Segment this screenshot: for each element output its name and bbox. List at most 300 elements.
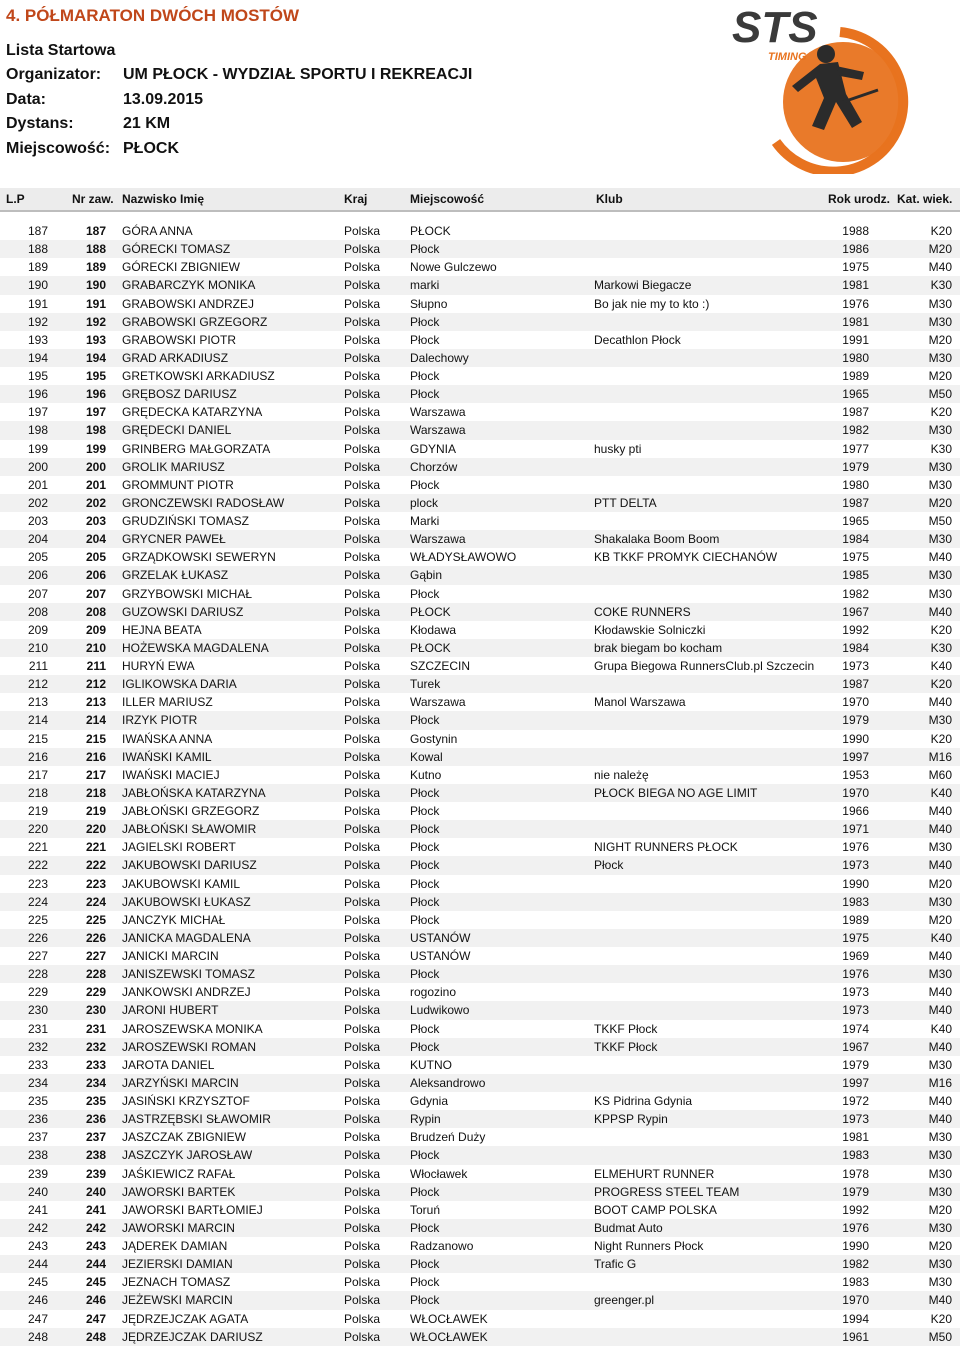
cell-kraj: Polska: [344, 1202, 381, 1217]
cell-klub: [594, 965, 827, 983]
cell-rok: 1989: [842, 912, 869, 927]
table-row: [0, 512, 960, 530]
cell-rok: 1982: [827, 421, 869, 439]
cell-lp: 210: [0, 639, 48, 657]
cell-rok: 1992: [842, 1202, 869, 1217]
cell-lp: 224: [0, 893, 48, 911]
cell-klub: [594, 421, 827, 439]
table-row: [0, 965, 960, 983]
table-row: [0, 1001, 960, 1019]
cell-kat: M30: [869, 893, 960, 911]
cell-kat: M30: [928, 477, 952, 492]
cell-rok: 1967: [827, 603, 869, 621]
event-meta: [6, 66, 472, 164]
cell-lp: 195: [27, 369, 48, 384]
cell-rok: 1985: [827, 566, 869, 584]
cell-name: HEJNA BEATA: [122, 622, 202, 637]
cell-kat: M20: [928, 876, 952, 891]
cell-rok: 1973: [827, 1110, 869, 1128]
cell-kat: M30: [928, 296, 952, 311]
cell-kat: M40: [928, 1094, 952, 1109]
cell-klub: [594, 893, 827, 911]
cell-kat: K20: [930, 622, 952, 637]
cell-miejscowosc: Płock: [410, 876, 440, 891]
cell-rok: 1970: [827, 1291, 869, 1309]
table-row: [0, 1020, 960, 1038]
cell-klub: [594, 820, 827, 838]
cell-name: GRĘBOSZ DARIUSZ: [106, 385, 344, 403]
table-row: [0, 748, 960, 766]
table-row: [0, 1255, 960, 1273]
cell-nr: 244: [48, 1255, 106, 1273]
cell-rok: 1992: [842, 622, 869, 637]
cell-miejscowosc: Włocławek: [410, 1166, 468, 1181]
cell-kat: M30: [928, 586, 952, 601]
cell-name: JAROSZEWSKI ROMAN: [106, 1038, 344, 1056]
cell-name: GRAD ARKADIUSZ: [106, 349, 344, 367]
cell-kat: K40: [930, 1021, 952, 1036]
cell-kat: M40: [928, 550, 952, 565]
cell-miejscowosc: Kłodawa: [410, 622, 457, 637]
cell-nr: 231: [85, 1021, 106, 1036]
cell-lp: 206: [0, 566, 48, 584]
cell-kat: M30: [869, 313, 960, 331]
cell-kraj: Polska: [344, 912, 381, 927]
table-row: [0, 1110, 960, 1128]
cell-nr: 247: [85, 1311, 106, 1326]
cell-rok: 1984: [827, 639, 869, 657]
cell-rok: 1969: [842, 949, 869, 964]
cell-name: JAWORSKI BARTEK: [106, 1183, 344, 1201]
cell-kraj: Polska: [344, 1094, 381, 1109]
cell-kat: M40: [869, 1038, 960, 1056]
cell-nr: 233: [85, 1057, 106, 1072]
cell-nr: 187: [85, 224, 106, 239]
cell-name: JARZYŃSKI MARCIN: [106, 1074, 344, 1092]
cell-nr: 217: [85, 767, 106, 782]
cell-rok: 1965: [827, 385, 869, 403]
cell-kat: M20: [928, 1239, 952, 1254]
meta-label: Organizator:: [6, 66, 102, 83]
table-row: [0, 222, 960, 240]
cell-miejscowosc: Aleksandrowo: [410, 1074, 594, 1092]
cell-kraj: Polska: [344, 349, 410, 367]
cell-kraj: Polska: [344, 1110, 410, 1128]
cell-nr: 197: [85, 405, 106, 420]
cell-miejscowosc: Płock: [410, 385, 594, 403]
cell-klub: [594, 730, 827, 748]
cell-nr: 206: [48, 566, 106, 584]
cell-kraj: Polska: [344, 1057, 381, 1072]
cell-lp: 194: [0, 349, 48, 367]
cell-miejscowosc: USTANÓW: [410, 949, 471, 964]
cell-klub: [594, 748, 827, 766]
cell-miejscowosc: Warszawa: [410, 405, 466, 420]
cell-nr: 189: [85, 260, 106, 275]
cell-miejscowosc: plock: [410, 494, 594, 512]
meta-date: [6, 91, 472, 116]
cell-lp: 223: [27, 876, 48, 891]
table-row: [0, 548, 960, 566]
cell-rok: 1981: [827, 276, 869, 294]
cell-lp: 215: [27, 731, 48, 746]
cell-kat: K20: [930, 1311, 952, 1326]
cell-name: GRZELAK ŁUKASZ: [106, 566, 344, 584]
col-kraj: Kraj: [344, 192, 368, 206]
cell-kat: M40: [928, 985, 952, 1000]
cell-rok: 1966: [842, 804, 869, 819]
event-title: 4. PÓŁMARATON DWÓCH MOSTÓW: [6, 6, 300, 25]
table-row: [0, 1165, 960, 1183]
cell-kraj: Polska: [344, 659, 381, 674]
cell-name: GRZYBOWSKI MICHAŁ: [122, 586, 253, 601]
col-rok: Rok urodz.: [828, 192, 890, 206]
cell-lp: 213: [27, 695, 48, 710]
cell-rok: 1965: [842, 514, 869, 529]
cell-rok: 1973: [842, 985, 869, 1000]
cell-miejscowosc: Płock: [410, 369, 440, 384]
cell-name: GRĘDECKI DANIEL: [106, 421, 344, 439]
cell-lp: 216: [0, 748, 48, 766]
start-list-table: [0, 222, 960, 1346]
cell-nr: 196: [48, 385, 106, 403]
cell-name: GRONCZEWSKI RADOSŁAW: [106, 494, 344, 512]
cell-miejscowosc: Płock: [410, 1021, 440, 1036]
cell-miejscowosc: Płock: [410, 313, 594, 331]
cell-nr: 216: [48, 748, 106, 766]
cell-lp: 238: [0, 1146, 48, 1164]
cell-kraj: Polska: [344, 1001, 410, 1019]
cell-nr: 235: [85, 1094, 106, 1109]
cell-nr: 237: [85, 1130, 106, 1145]
table-row: [0, 802, 960, 820]
cell-klub: [594, 385, 827, 403]
cell-lp: 245: [27, 1275, 48, 1290]
cell-klub: Grupa Biegowa RunnersClub.pl Szczecin: [594, 659, 815, 674]
cell-name: JAGIELSKI ROBERT: [122, 840, 236, 855]
list-subtitle: Lista Startowa: [6, 42, 116, 59]
cell-name: JANICKI MARCIN: [122, 949, 219, 964]
col-nr: Nr zaw.: [72, 192, 114, 206]
cell-kat: M50: [928, 514, 952, 529]
cell-klub: Markowi Biegacze: [594, 276, 827, 294]
cell-rok: 1987: [842, 405, 869, 420]
cell-kraj: Polska: [344, 477, 381, 492]
cell-kat: K40: [869, 929, 960, 947]
cell-name: JEZNACH TOMASZ: [122, 1275, 231, 1290]
table-row: [0, 295, 960, 313]
cell-kraj: Polska: [344, 1328, 410, 1346]
table-row: [0, 331, 960, 349]
cell-lp: 226: [0, 929, 48, 947]
cell-miejscowosc: Gąbin: [410, 566, 594, 584]
cell-klub: Decathlon Płock: [594, 332, 681, 347]
cell-name: GÓRECKI TOMASZ: [106, 240, 344, 258]
cell-name: JAWORSKI MARCIN: [106, 1219, 344, 1237]
meta-value: PŁOCK: [123, 139, 179, 157]
cell-klub: [594, 313, 827, 331]
cell-nr: 232: [48, 1038, 106, 1056]
table-row: [0, 657, 960, 675]
cell-rok: 1982: [842, 586, 869, 601]
cell-kraj: Polska: [344, 1038, 410, 1056]
cell-name: IGLIKOWSKA DARIA: [106, 675, 344, 693]
cell-name: HOŻEWSKA MAGDALENA: [106, 639, 344, 657]
cell-kraj: Polska: [344, 514, 381, 529]
cell-klub: [594, 711, 827, 729]
cell-miejscowosc: PŁOCK: [410, 224, 451, 239]
cell-rok: 1976: [827, 1219, 869, 1237]
cell-lp: 221: [27, 840, 48, 855]
cell-klub: [594, 367, 827, 385]
cell-name: GRABOWSKI GRZEGORZ: [106, 313, 344, 331]
cell-nr: 238: [48, 1146, 106, 1164]
cell-miejscowosc: Płock: [410, 820, 594, 838]
cell-klub: KB TKKF PROMYK CIECHANÓW: [594, 550, 778, 565]
meta-location: [6, 140, 472, 165]
table-row: [0, 403, 960, 421]
cell-klub: [594, 911, 827, 929]
meta-value: 13.09.2015: [123, 90, 204, 108]
cell-miejscowosc: Płock: [410, 1275, 440, 1290]
cell-rok: 1984: [827, 530, 869, 548]
cell-kat: M20: [869, 240, 960, 258]
meta-value: UM PŁOCK - WYDZIAŁ SPORTU I REKREACJI: [123, 66, 473, 83]
col-klub: Klub: [596, 192, 623, 206]
table-row: [0, 820, 960, 838]
cell-kat: M40: [869, 603, 960, 621]
cell-kat: M30: [869, 1146, 960, 1164]
cell-kat: M30: [869, 530, 960, 548]
cell-lp: 243: [27, 1239, 48, 1254]
cell-rok: 1976: [842, 840, 869, 855]
table-row: [0, 603, 960, 621]
cell-lp: 219: [27, 804, 48, 819]
table-row: [0, 258, 960, 276]
cell-nr: 221: [85, 840, 106, 855]
cell-name: JAKUBOWSKI ŁUKASZ: [106, 893, 344, 911]
cell-kat: M30: [869, 421, 960, 439]
cell-klub: Manol Warszawa: [594, 695, 686, 710]
cell-name: JĄDEREK DAMIAN: [122, 1239, 228, 1254]
cell-kraj: Polska: [344, 405, 381, 420]
cell-kraj: Polska: [344, 820, 410, 838]
table-row: [0, 983, 960, 1001]
cell-name: GRABOWSKI PIOTR: [122, 332, 237, 347]
cell-lp: 205: [27, 550, 48, 565]
cell-rok: 1973: [827, 856, 869, 874]
cell-miejscowosc: Płock: [410, 893, 594, 911]
cell-miejscowosc: Płock: [410, 1038, 594, 1056]
cell-kat: K30: [869, 276, 960, 294]
cell-lp: 244: [0, 1255, 48, 1273]
cell-nr: 193: [85, 332, 106, 347]
cell-kraj: Polska: [344, 1166, 381, 1181]
table-row: [0, 240, 960, 258]
cell-lp: 199: [27, 441, 48, 456]
cell-kat: M30: [869, 1219, 960, 1237]
cell-miejscowosc: PŁOCK: [410, 639, 594, 657]
cell-lp: 232: [0, 1038, 48, 1056]
table-row: [0, 856, 960, 874]
cell-lp: 225: [27, 912, 48, 927]
cell-miejscowosc: Płock: [410, 1183, 594, 1201]
cell-kraj: Polska: [344, 804, 381, 819]
cell-lp: 231: [27, 1021, 48, 1036]
cell-kat: K40: [930, 659, 952, 674]
cell-nr: 215: [85, 731, 106, 746]
cell-miejscowosc: Turek: [410, 675, 594, 693]
cell-nr: 243: [85, 1239, 106, 1254]
cell-lp: 233: [27, 1057, 48, 1072]
cell-nr: 207: [85, 586, 106, 601]
cell-kraj: Polska: [344, 603, 410, 621]
cell-rok: 1973: [842, 659, 869, 674]
cell-miejscowosc: WŁADYSŁAWOWO: [410, 550, 517, 565]
cell-nr: 230: [48, 1001, 106, 1019]
cell-lp: 227: [27, 949, 48, 964]
cell-kat: K30: [930, 441, 952, 456]
table-row: [0, 639, 960, 657]
cell-lp: 236: [0, 1110, 48, 1128]
cell-kraj: Polska: [344, 695, 381, 710]
cell-klub: PTT DELTA: [594, 494, 827, 512]
cell-kraj: Polska: [344, 296, 381, 311]
cell-lp: 197: [27, 405, 48, 420]
cell-name: GRETKOWSKI ARKADIUSZ: [122, 369, 275, 384]
cell-nr: 190: [48, 276, 106, 294]
cell-klub: BOOT CAMP POLSKA: [594, 1202, 717, 1217]
cell-name: JABŁOŃSKI SŁAWOMIR: [106, 820, 344, 838]
cell-lp: 212: [0, 675, 48, 693]
table-row: [0, 693, 960, 711]
cell-name: JANISZEWSKI TOMASZ: [106, 965, 344, 983]
cell-lp: 203: [27, 514, 48, 529]
cell-miejscowosc: Płock: [410, 332, 440, 347]
cell-kraj: Polska: [344, 260, 381, 275]
cell-rok: 1982: [827, 1255, 869, 1273]
cell-kat: M20: [928, 912, 952, 927]
cell-kraj: Polska: [344, 784, 410, 802]
cell-nr: 209: [85, 622, 106, 637]
cell-kraj: Polska: [344, 441, 381, 456]
cell-kraj: Polska: [344, 494, 410, 512]
cell-miejscowosc: Płock: [410, 240, 594, 258]
sts-timing-logo: [728, 2, 928, 174]
cell-kat: M40: [869, 820, 960, 838]
cell-rok: 1987: [827, 494, 869, 512]
cell-kat: K20: [930, 405, 952, 420]
cell-name: JASZCZYK JAROSŁAW: [106, 1146, 344, 1164]
cell-nr: 204: [48, 530, 106, 548]
cell-klub: [594, 1056, 827, 1074]
cell-lp: 208: [0, 603, 48, 621]
cell-miejscowosc: Warszawa: [410, 421, 594, 439]
cell-miejscowosc: Płock: [410, 711, 594, 729]
table-row: [0, 1038, 960, 1056]
cell-name: GROMMUNT PIOTR: [122, 477, 234, 492]
col-name: Nazwisko Imię: [122, 192, 205, 206]
cell-nr: 224: [48, 893, 106, 911]
cell-kraj: Polska: [344, 1219, 410, 1237]
cell-klub: [594, 1074, 827, 1092]
cell-klub: Night Runners Płock: [594, 1239, 704, 1254]
cell-miejscowosc: SZCZECIN: [410, 659, 470, 674]
cell-nr: 213: [85, 695, 106, 710]
table-row: [0, 675, 960, 693]
cell-lp: 202: [0, 494, 48, 512]
cell-miejscowosc: Płock: [410, 965, 594, 983]
cell-rok: 1973: [827, 1001, 869, 1019]
cell-kraj: Polska: [344, 1074, 410, 1092]
cell-kat: M30: [869, 458, 960, 476]
cell-kat: M50: [869, 1328, 960, 1346]
cell-nr: 198: [48, 421, 106, 439]
cell-miejscowosc: Płock: [410, 784, 594, 802]
cell-rok: 1990: [842, 876, 869, 891]
table-row: [0, 929, 960, 947]
cell-miejscowosc: USTANÓW: [410, 929, 594, 947]
cell-kat: K30: [869, 639, 960, 657]
cell-klub: PŁOCK BIEGA NO AGE LIMIT: [594, 784, 827, 802]
cell-rok: 1972: [842, 1094, 869, 1109]
cell-nr: 239: [85, 1166, 106, 1181]
cell-kat: M30: [869, 711, 960, 729]
cell-kraj: Polska: [344, 1130, 381, 1145]
cell-nr: 225: [85, 912, 106, 927]
cell-nr: 242: [48, 1219, 106, 1237]
cell-kraj: Polska: [344, 369, 381, 384]
table-row: [0, 313, 960, 331]
cell-kraj: Polska: [344, 332, 381, 347]
cell-name: JANCZYK MICHAŁ: [122, 912, 226, 927]
table-row: [0, 385, 960, 403]
cell-kraj: Polska: [344, 711, 410, 729]
cell-miejscowosc: Gdynia: [410, 1094, 449, 1109]
cell-nr: 218: [48, 784, 106, 802]
cell-miejscowosc: Płock: [410, 586, 440, 601]
logo-subtext: TIMING: [768, 51, 807, 63]
cell-name: JEŻEWSKI MARCIN: [106, 1291, 344, 1309]
cell-kraj: Polska: [344, 675, 410, 693]
cell-klub: Shakalaka Boom Boom: [594, 530, 827, 548]
cell-nr: 234: [48, 1074, 106, 1092]
table-header: [0, 188, 960, 212]
cell-miejscowosc: Rypin: [410, 1110, 594, 1128]
meta-organizer: [6, 66, 472, 91]
cell-nr: 241: [85, 1202, 106, 1217]
cell-klub: PROGRESS STEEL TEAM: [594, 1183, 827, 1201]
cell-klub: [594, 222, 827, 240]
cell-miejscowosc: KUTNO: [410, 1057, 452, 1072]
cell-lp: 217: [27, 767, 48, 782]
cell-lp: 237: [27, 1130, 48, 1145]
cell-nr: 194: [48, 349, 106, 367]
cell-miejscowosc: Radzanowo: [410, 1239, 474, 1254]
cell-kat: M30: [928, 1275, 952, 1290]
cell-rok: 1979: [827, 458, 869, 476]
cell-nr: 226: [48, 929, 106, 947]
cell-kat: K20: [930, 731, 952, 746]
cell-rok: 1990: [842, 731, 869, 746]
cell-klub: [594, 875, 827, 893]
cell-kraj: Polska: [344, 530, 410, 548]
cell-name: HURYŃ EWA: [122, 659, 195, 674]
cell-rok: 1979: [842, 1057, 869, 1072]
cell-nr: 219: [85, 804, 106, 819]
cell-kat: M30: [928, 1166, 952, 1181]
cell-kat: M30: [869, 965, 960, 983]
